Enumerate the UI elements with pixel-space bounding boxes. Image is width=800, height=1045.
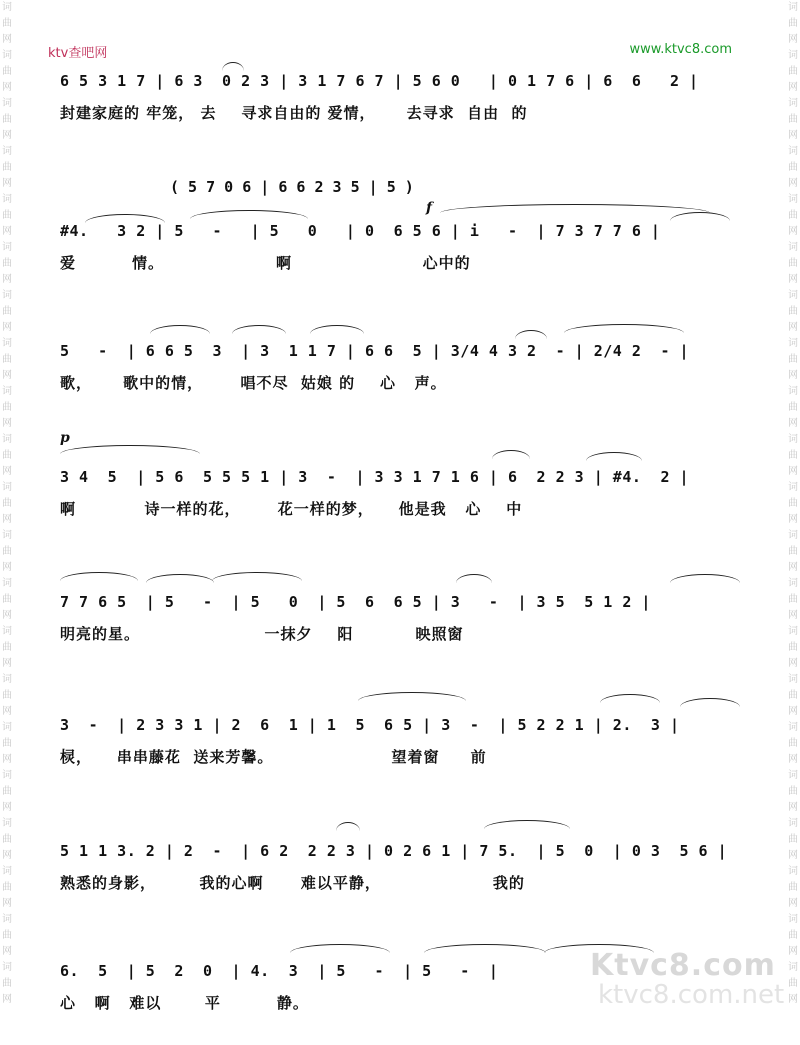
notation-line: 6. 5 | 5 2 0 | 4. 3 | 5 - | 5 - |	[60, 962, 499, 980]
side-char: 词	[788, 242, 798, 253]
lyric-line: 爱 情。 啊 心中的	[60, 254, 471, 272]
side-char: 词	[2, 578, 12, 589]
side-char: 词	[2, 962, 12, 973]
side-char: 词	[788, 482, 798, 493]
watermark-main: Ktvc8.com	[590, 948, 776, 983]
side-char: 曲	[2, 690, 12, 701]
slur	[60, 445, 200, 454]
side-char: 网	[2, 610, 12, 621]
side-char: 词	[788, 194, 798, 205]
side-char: 网	[788, 706, 798, 717]
side-char: 网	[788, 274, 798, 285]
notation-line: 6 5 3 1 7 | 6 3 0 2 3 | 3 1 7 6 7 | 5 6 0 | 0 1 7 6 | 6 6 2 |	[60, 72, 699, 90]
side-char: 词	[2, 722, 12, 733]
side-char: 词	[788, 2, 798, 13]
side-char: 网	[2, 274, 12, 285]
side-char: 网	[2, 706, 12, 717]
side-char: 曲	[2, 402, 12, 413]
side-char: 曲	[788, 738, 798, 749]
side-char: 词	[788, 866, 798, 877]
side-char: 词	[2, 530, 12, 541]
slur	[336, 822, 360, 831]
side-char: 网	[788, 946, 798, 957]
side-char: 词	[2, 194, 12, 205]
side-char: 曲	[788, 978, 798, 989]
slur	[670, 574, 740, 583]
notation-line: 5 1 1 3. 2 | 2 - | 6 2 2 2 3 | 0 2 6 1 | 7 5. | 5 0 | 0 3 5 6 |	[60, 842, 728, 860]
side-char: 词	[788, 98, 798, 109]
side-char: 曲	[788, 114, 798, 125]
lyric-line: 啊 诗一样的花， 花一样的梦， 他是我 心 中	[60, 500, 523, 518]
side-watermark-right	[786, 0, 800, 1045]
side-char: 网	[788, 178, 798, 189]
side-char: 词	[2, 386, 12, 397]
side-char: 曲	[2, 258, 12, 269]
side-char: 网	[2, 34, 12, 45]
side-char: 曲	[788, 306, 798, 317]
side-char: 词	[2, 434, 12, 445]
slur	[222, 62, 244, 71]
side-char: 曲	[788, 402, 798, 413]
side-char: 曲	[788, 498, 798, 509]
slur	[484, 820, 570, 829]
side-char: 曲	[2, 18, 12, 29]
side-char: 网	[2, 562, 12, 573]
side-char: 曲	[788, 786, 798, 797]
side-char: 网	[788, 418, 798, 429]
slur	[440, 204, 710, 213]
side-char: 词	[788, 146, 798, 157]
side-char: 词	[2, 146, 12, 157]
side-char: 词	[2, 98, 12, 109]
slur	[310, 325, 364, 334]
slur	[680, 698, 740, 707]
notation-line: 3 4 5 | 5 6 5 5 5 1 | 3 - | 3 3 1 7 1 6 | 6 2 2 3 | #4. 2 |	[60, 468, 690, 486]
side-char: 词	[2, 914, 12, 925]
side-char: 网	[788, 82, 798, 93]
side-char: 网	[788, 322, 798, 333]
side-char: 词	[788, 674, 798, 685]
side-char: 曲	[2, 162, 12, 173]
side-char: 网	[788, 898, 798, 909]
side-char: 曲	[2, 354, 12, 365]
side-char: 曲	[2, 930, 12, 941]
side-char: 网	[788, 562, 798, 573]
side-char: 词	[2, 290, 12, 301]
notation-line: 7 7 6 5 | 5 - | 5 0 | 5 6 6 5 | 3 - | 3 5 5 1 2 |	[60, 593, 651, 611]
slur	[564, 324, 684, 333]
slur	[146, 574, 214, 583]
side-char: 曲	[788, 642, 798, 653]
side-char: 词	[788, 914, 798, 925]
side-char: 曲	[2, 738, 12, 749]
side-char: 曲	[788, 450, 798, 461]
side-char: 曲	[2, 498, 12, 509]
side-char: 网	[788, 514, 798, 525]
side-char: 曲	[2, 210, 12, 221]
side-char: 网	[788, 130, 798, 141]
slur	[190, 210, 308, 219]
side-char: 词	[2, 866, 12, 877]
slur	[232, 325, 286, 334]
side-char: 曲	[2, 546, 12, 557]
intro-phrase: ( 5 7 0 6 | 6 6 2 3 5 | 5 )	[170, 178, 414, 196]
side-char: 网	[2, 850, 12, 861]
side-char: 曲	[788, 258, 798, 269]
side-char: 曲	[2, 978, 12, 989]
side-char: 网	[788, 658, 798, 669]
side-char: 曲	[2, 450, 12, 461]
side-char: 曲	[2, 882, 12, 893]
side-char: 词	[2, 482, 12, 493]
side-char: 网	[788, 466, 798, 477]
slur	[290, 944, 390, 953]
lyric-line: 封建家庭的 牢笼， 去 寻求自由的 爱情， 去寻求 自由 的	[60, 104, 528, 122]
side-char: 曲	[788, 162, 798, 173]
side-char: 词	[2, 338, 12, 349]
side-char: 词	[788, 626, 798, 637]
side-char: 曲	[788, 18, 798, 29]
side-char: 网	[2, 226, 12, 237]
slur	[60, 572, 138, 581]
site-url[interactable]: www.ktvc8.com	[629, 42, 732, 57]
side-char: 词	[2, 50, 12, 61]
side-char: 词	[788, 530, 798, 541]
side-char: 网	[788, 610, 798, 621]
side-char: 词	[2, 626, 12, 637]
lyric-line: 熟悉的身影， 我的心啊 难以平静， 我的	[60, 874, 525, 892]
slur	[586, 452, 642, 461]
side-char: 网	[2, 754, 12, 765]
slur	[515, 330, 547, 339]
side-char: 网	[2, 946, 12, 957]
side-char: 网	[2, 370, 12, 381]
side-char: 曲	[788, 546, 798, 557]
side-char: 曲	[2, 66, 12, 77]
side-char: 词	[788, 818, 798, 829]
side-char: 网	[2, 658, 12, 669]
side-char: 曲	[788, 210, 798, 221]
side-char: 词	[788, 962, 798, 973]
slur	[492, 450, 530, 459]
side-char: 网	[2, 994, 12, 1005]
side-char: 网	[2, 802, 12, 813]
side-char: 曲	[788, 354, 798, 365]
slur	[600, 694, 660, 703]
slur	[85, 214, 165, 223]
slur	[670, 212, 730, 221]
side-char: 词	[2, 818, 12, 829]
side-char: 曲	[788, 834, 798, 845]
lyric-line: 歌， 歌中的情， 唱不尽 姑娘 的 心 声。	[60, 374, 447, 392]
lyric-line: 明亮的星。 一抹夕 阳 映照窗	[60, 625, 464, 643]
side-char: 网	[2, 178, 12, 189]
side-char: 词	[788, 578, 798, 589]
side-char: 网	[788, 754, 798, 765]
piano-mark: p	[60, 430, 70, 446]
lyric-line: 心 啊 难以 平 静。	[60, 994, 309, 1012]
side-char: 词	[788, 722, 798, 733]
side-char: 曲	[788, 66, 798, 77]
side-char: 网	[2, 130, 12, 141]
side-char: 曲	[2, 594, 12, 605]
side-char: 网	[2, 418, 12, 429]
watermark-sub: ktvc8.com.net	[598, 980, 785, 1010]
slur	[358, 692, 466, 701]
side-char: 网	[788, 370, 798, 381]
side-char: 词	[788, 290, 798, 301]
side-char: 曲	[788, 690, 798, 701]
slur	[424, 944, 546, 953]
side-char: 词	[788, 50, 798, 61]
side-char: 网	[788, 850, 798, 861]
side-char: 曲	[2, 786, 12, 797]
side-char: 网	[2, 898, 12, 909]
side-char: 曲	[788, 594, 798, 605]
notation-line: #4. 3 2 | 5 - | 5 0 | 0 6 5 6 | i - | 7 3 7 7 6 |	[60, 222, 661, 240]
side-char: 词	[788, 338, 798, 349]
slur	[456, 574, 492, 583]
side-char: 网	[788, 802, 798, 813]
side-char: 网	[2, 466, 12, 477]
side-char: 词	[788, 434, 798, 445]
side-char: 网	[788, 34, 798, 45]
side-char: 词	[2, 770, 12, 781]
side-char: 网	[2, 322, 12, 333]
side-char: 词	[2, 2, 12, 13]
slur	[150, 325, 210, 334]
side-char: 网	[2, 82, 12, 93]
side-char: 曲	[2, 306, 12, 317]
side-char: 曲	[788, 930, 798, 941]
side-char: 词	[788, 386, 798, 397]
notation-line: 5 - | 6 6 5 3 | 3 1 1 7 | 6 6 5 | 3/4 4 3 2 - | 2/4 2 - |	[60, 342, 690, 360]
side-char: 网	[2, 514, 12, 525]
side-char: 网	[788, 994, 798, 1005]
side-char: 曲	[2, 114, 12, 125]
notation-line: 3 - | 2 3 3 1 | 2 6 1 | 1 5 6 5 | 3 - | 5 2 2 1 | 2. 3 |	[60, 716, 680, 734]
slur	[212, 572, 302, 581]
side-char: 词	[2, 674, 12, 685]
side-char: 词	[2, 242, 12, 253]
side-char: 曲	[2, 642, 12, 653]
side-watermark-left	[0, 0, 14, 1045]
side-char: 曲	[2, 834, 12, 845]
forte-mark: f	[426, 200, 433, 216]
side-char: 曲	[788, 882, 798, 893]
side-char: 词	[788, 770, 798, 781]
side-char: 网	[788, 226, 798, 237]
site-logo-text[interactable]: ktv查吧网	[48, 46, 108, 61]
lyric-line: 棂， 串串藤花 送来芳馨。 望着窗 前	[60, 748, 487, 766]
